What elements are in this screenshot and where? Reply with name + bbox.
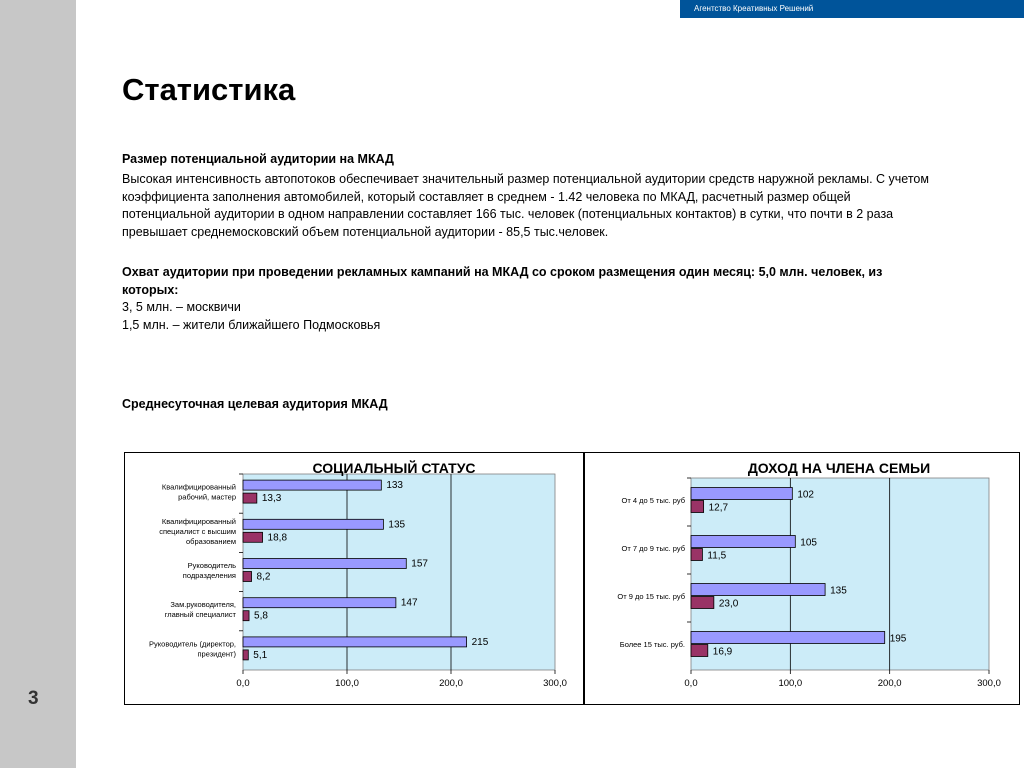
reach-heading: Охват аудитории при проведении рекламных кампаний на МКАД со сроком размещения один месяц: 5,0 млн. человек, из которых: [122,265,883,297]
data-label: 147 [400,597,418,609]
category-label: От 4 до 5 тыс. руб [621,496,685,505]
chart-svg-0 [124,452,584,705]
bar-series0 [243,519,383,529]
x-tick-label: 200,0 [877,678,902,689]
chart-income [584,452,1020,705]
data-label: 5,1 [253,649,268,661]
reach-line-region: 1,5 млн. – жители ближайшего Подмосковья [122,317,381,332]
data-label: 195 [889,633,907,645]
data-label: 23,0 [718,598,739,610]
data-label: 105 [800,537,817,549]
bar-series1 [243,572,252,582]
bar-series0 [691,632,885,644]
section1-heading: Размер потенциальной аудитории на МКАД [122,152,394,166]
x-tick-label: 200,0 [439,678,463,689]
slide-number: 3 [28,688,39,709]
x-tick-label: 0,0 [236,678,250,689]
left-sidebar [0,0,76,768]
reach-block [122,264,922,334]
bar-series0 [243,598,396,608]
data-label: 8,2 [256,571,271,583]
data-label: 12,7 [708,502,729,514]
data-label: 215 [471,636,489,648]
category-label: Более 15 тыс. руб. [619,640,685,649]
bar-series1 [243,493,257,503]
x-tick-label: 0,0 [684,678,698,689]
bar-series0 [691,536,795,548]
section1-text: Высокая интенсивность автопотоков обеспечивает значительный размер потенциальной аудитории средств наружной рекламы. С учетом коэффициента заполнения автомобилей, который составляет в среднем - 1.42 человека по МКАД, расчетный размер общей потенциальной аудитории в одном направлении составляет 166 тыс. человек (потенциальных контактов) в сутки, что почти в 2 раза превышает среднемосковский объем потенциальной аудитории - 85,5 тыс.человек. [122,172,929,239]
bar-series1 [243,532,263,542]
bar-series0 [243,559,406,569]
bar-series0 [691,488,792,500]
category-label: Руководитель подразделения [182,561,236,580]
section3-heading: Среднесуточная целевая аудитория МКАД [122,397,388,411]
bar-series1 [691,645,708,657]
bar-series1 [691,597,714,609]
bar-series0 [243,637,467,647]
page-title: Статистика [122,72,296,107]
data-label: 135 [830,585,847,597]
category-label: Руководитель (директор, президент) [149,639,236,659]
category-label: Квалифицированный специалист с высшим образованием [159,516,236,546]
x-tick-label: 300,0 [543,678,567,689]
reach-line-moscow: 3, 5 млн. – москвичи [122,300,241,314]
category-label: Зам.руководителя, главный специалист [164,600,236,620]
x-tick-label: 100,0 [335,678,359,689]
data-label: 16,9 [712,646,733,658]
data-label: 133 [386,480,404,492]
category-label: Квалифицированный рабочий, мастер [161,482,236,502]
chart-title: ДОХОД НА ЧЛЕНА СЕМЬИ [747,460,931,476]
category-label: От 9 до 15 тыс. руб [617,592,685,601]
x-tick-label: 300,0 [977,678,1001,689]
data-label: 102 [797,489,815,501]
bar-series1 [243,611,249,621]
data-label: 5,8 [254,610,268,622]
bar-series0 [243,480,381,490]
data-label: 11,5 [707,550,727,562]
data-label: 157 [411,558,428,570]
agency-banner: Агентство Креативных Решений [680,0,1024,18]
chart-svg-1 [584,452,1020,705]
chart-social-status [124,452,584,705]
category-label: От 7 до 9 тыс. руб [621,544,685,553]
bar-series1 [243,650,248,660]
data-label: 18,8 [267,532,288,544]
bar-series1 [691,501,704,513]
bar-series1 [691,549,702,561]
bar-series0 [691,584,825,596]
data-label: 13,3 [261,493,282,505]
data-label: 135 [388,519,406,531]
x-tick-label: 100,0 [778,678,803,689]
chart-title: СОЦИАЛЬНЫЙ СТАТУС [312,460,476,476]
